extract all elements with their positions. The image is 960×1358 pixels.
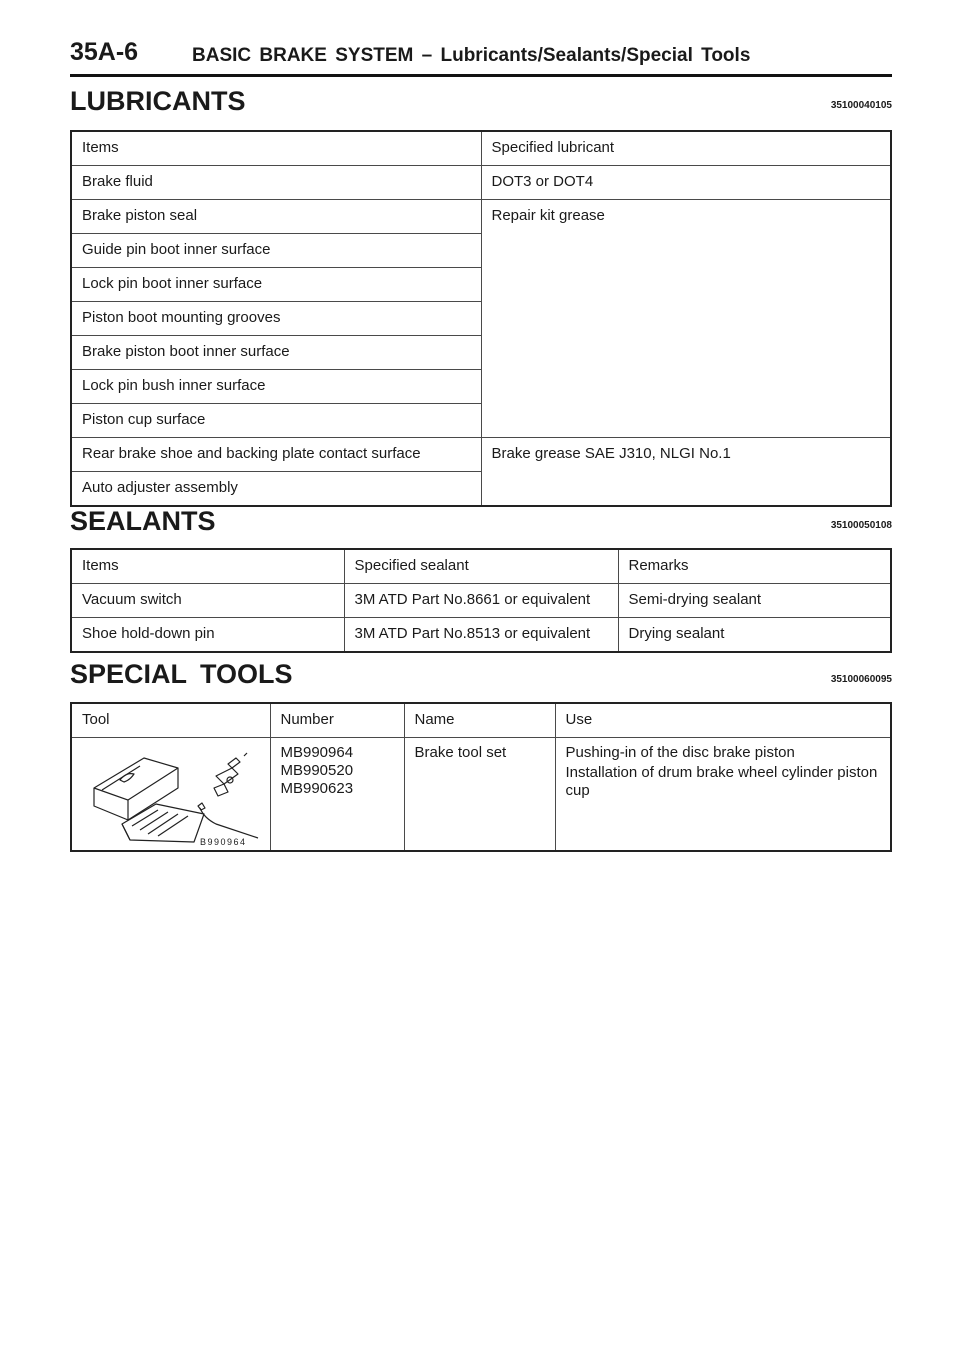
table-header-row	[71, 703, 891, 738]
table-row	[71, 166, 891, 200]
column-header: Use	[555, 703, 891, 738]
column-header: Items	[71, 131, 481, 166]
table-cell: Piston boot mounting grooves	[71, 302, 481, 336]
sealants-title: SEALANTS	[70, 506, 216, 536]
sealants-table	[70, 548, 892, 653]
column-header: Specified lubricant	[481, 131, 891, 166]
tool-use-cell	[555, 738, 891, 852]
brake-tool-set-illustration	[82, 744, 262, 848]
table-cell: 3M ATD Part No.8661 or equivalent	[344, 584, 618, 618]
table-cell: Semi-drying sealant	[618, 584, 891, 618]
sealants-code: 35100050108	[830, 520, 892, 531]
tool-use: Installation of drum brake wheel cylinder piston cup	[565, 764, 878, 799]
table-row	[71, 584, 891, 618]
page-title: BASIC BRAKE SYSTEM – Lubricants/Sealants/Special Tools	[192, 45, 751, 66]
table-header-row	[71, 131, 891, 166]
table-cell: Vacuum switch	[71, 584, 344, 618]
table-cell: Drying sealant	[618, 618, 891, 653]
tool-name: Brake tool set	[404, 738, 555, 852]
table-cell: Guide pin boot inner surface	[71, 234, 481, 268]
table-cell: Lock pin boot inner surface	[71, 268, 481, 302]
table-cell: DOT3 or DOT4	[481, 166, 891, 200]
special-tools-title: SPECIAL TOOLS	[70, 659, 293, 689]
table-row	[71, 200, 891, 234]
column-header: Tool	[71, 703, 270, 738]
page-header	[70, 38, 892, 77]
tool-number: MB990520	[280, 762, 354, 779]
table-cell: Brake piston boot inner surface	[71, 336, 481, 370]
column-header: Remarks	[618, 549, 891, 584]
table-cell: Auto adjuster assembly	[71, 472, 481, 507]
table-row	[71, 618, 891, 653]
lubricants-table	[70, 130, 892, 507]
table-cell: Brake grease SAE J310, NLGI No.1	[481, 438, 891, 507]
table-row	[71, 438, 891, 472]
table-row	[71, 738, 891, 852]
table-cell: Lock pin bush inner surface	[71, 370, 481, 404]
table-cell: Shoe hold-down pin	[71, 618, 344, 653]
table-cell: 3M ATD Part No.8513 or equivalent	[344, 618, 618, 653]
table-cell: Rear brake shoe and backing plate contact surface	[71, 438, 481, 472]
tool-number: MB990623	[280, 780, 354, 797]
tool-number: MB990964	[280, 744, 354, 761]
tool-use: Pushing-in of the disc brake piston	[565, 744, 795, 761]
column-header: Items	[71, 549, 344, 584]
tool-image-label: B990964	[200, 837, 247, 847]
tool-image-cell	[71, 738, 270, 852]
special-tools-code: 35100060095	[830, 674, 892, 685]
table-cell: Brake piston seal	[71, 200, 481, 234]
tool-numbers-cell	[270, 738, 404, 852]
table-cell: Brake fluid	[71, 166, 481, 200]
lubricants-code: 35100040105	[830, 100, 892, 111]
column-header: Specified sealant	[344, 549, 618, 584]
lubricants-title: LUBRICANTS	[70, 86, 246, 116]
page-number: 35A-6	[70, 38, 139, 66]
column-header: Number	[270, 703, 404, 738]
table-cell: Repair kit grease	[481, 200, 891, 438]
special-tools-table	[70, 702, 892, 852]
table-cell: Piston cup surface	[71, 404, 481, 438]
column-header: Name	[404, 703, 555, 738]
table-header-row	[71, 549, 891, 584]
